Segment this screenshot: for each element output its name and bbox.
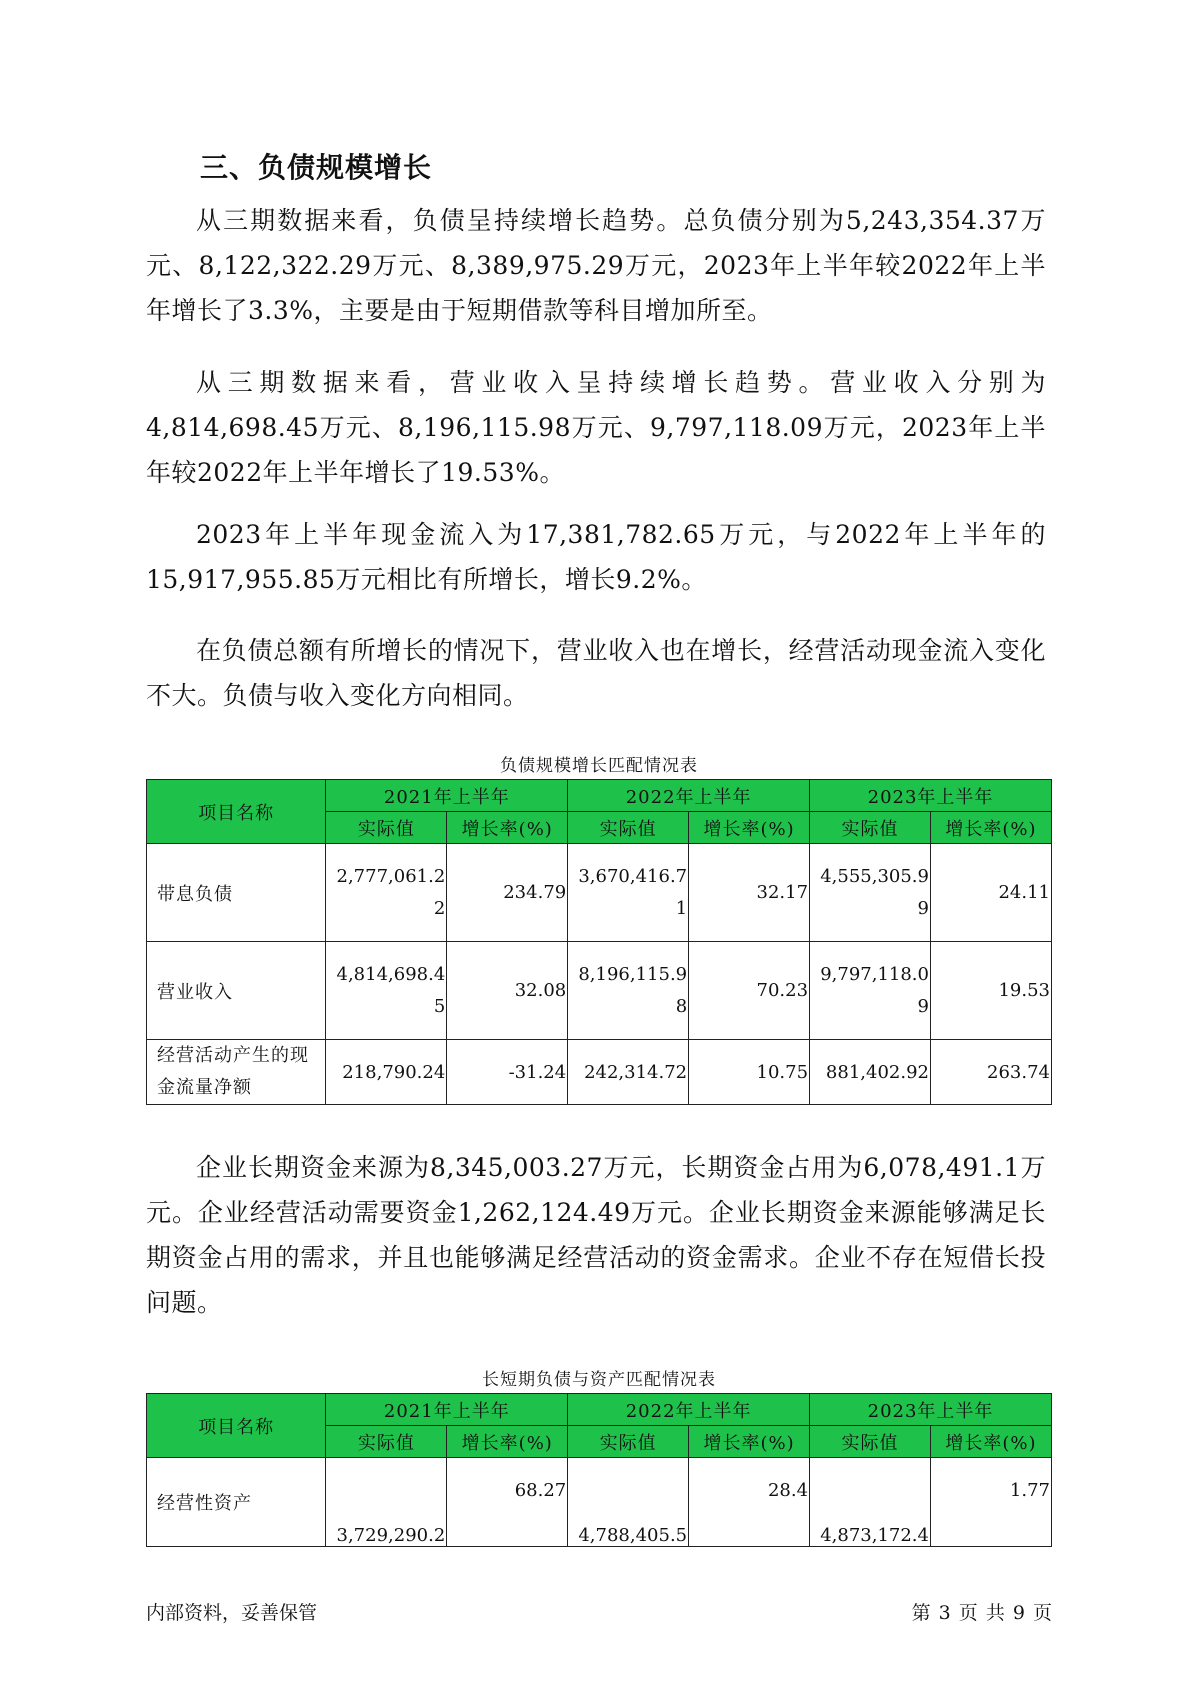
cell-value: 4,788,405.5 [568,1458,689,1547]
table2-header-actual: 实际值 [568,1426,689,1458]
footer-page-number: 第 3 页 共 9 页 [911,1602,1053,1624]
footer-confidential: 内部资料，妥善保管 [146,1602,318,1624]
cell-rate: 263.74 [930,1040,1051,1105]
paragraph-long-term-funds: 企业长期资金来源为8,345,003.27万元，长期资金占用为6,078,491.1万元。企业经营活动需要资金1,262,124.49万元。企业长期资金来源能够满足长期资金占用的需求，并且也能够满足经营活动的资金需求。企业不存在短借长投问题。 [146,1153,1046,1317]
table2-header-rate: 增长率(%) [930,1426,1051,1458]
long-short-term-table [146,1393,1052,1547]
table2-header-period-2022: 2022年上半年 [568,1394,810,1426]
cell-value: 4,814,698.45 [326,942,447,1040]
cell-value: 242,314.72 [568,1040,689,1105]
table-row [147,1040,1052,1105]
cell-value: 3,670,416.71 [568,844,689,942]
table1-header-actual: 实际值 [568,812,689,844]
section-heading: 三、负债规模增长 [200,151,433,184]
cell-value: 881,402.92 [810,1040,931,1105]
cell-value: 4,873,172.4 [810,1458,931,1547]
paragraph-summary: 在负债总额有所增长的情况下，营业收入也在增长，经营活动现金流入变化不大。负债与收入变化方向相同。 [146,636,1046,710]
table2-header-period-2021: 2021年上半年 [326,1394,568,1426]
cell-rate: -31.24 [447,1040,568,1105]
row-label: 经营活动产生的现金流量净额 [147,1040,326,1105]
cell-value: 3,729,290.2 [326,1458,447,1547]
cell-rate: 19.53 [930,942,1051,1040]
table1-header-period-2023: 2023年上半年 [810,780,1052,812]
paragraph-revenue: 从三期数据来看，营业收入呈持续增长趋势。营业收入分别为4,814,698.45万元、8,196,115.98万元、9,797,118.09万元，2023年上半年较2022年上半年增长了19.53%。 [146,368,1046,487]
cell-value: 4,555,305.99 [810,844,931,942]
cell-value: 218,790.24 [326,1040,447,1105]
table-row [147,844,1052,942]
cell-rate: 24.11 [930,844,1051,942]
row-label: 营业收入 [147,942,326,1040]
table1-header-rate: 增长率(%) [930,812,1051,844]
table2-header-rate: 增长率(%) [447,1426,568,1458]
table2-header-actual: 实际值 [326,1426,447,1458]
cell-rate: 70.23 [689,942,810,1040]
cell-value: 9,797,118.09 [810,942,931,1040]
cell-rate: 32.17 [689,844,810,942]
row-label: 带息负债 [147,844,326,942]
liability-growth-table [146,779,1052,1105]
paragraph-liabilities: 从三期数据来看，负债呈持续增长趋势。总负债分别为5,243,354.37万元、8,122,322.29万元、8,389,975.29万元，2023年上半年较2022年上半年增长了3.3%，主要是由于短期借款等科目增加所至。 [146,206,1046,325]
cell-rate: 10.75 [689,1040,810,1105]
table2-header-actual: 实际值 [810,1426,931,1458]
table2-header-name: 项目名称 [147,1394,326,1458]
table2-header-rate: 增长率(%) [689,1426,810,1458]
row-label: 经营性资产 [147,1458,326,1547]
cell-rate: 234.79 [447,844,568,942]
cell-rate: 28.4 [689,1458,810,1547]
cell-value: 2,777,061.22 [326,844,447,942]
cell-rate: 32.08 [447,942,568,1040]
table1-caption: 负债规模增长匹配情况表 [500,756,698,776]
paragraph-cash-inflow: 2023年上半年现金流入为17,381,782.65万元，与2022年上半年的15,917,955.85万元相比有所增长，增长9.2%。 [146,520,1046,594]
table1-header-actual: 实际值 [810,812,931,844]
table-row [147,942,1052,1040]
table2-header-period-2023: 2023年上半年 [810,1394,1052,1426]
cell-rate: 68.27 [447,1458,568,1547]
cell-rate: 1.77 [930,1458,1051,1547]
cell-value: 8,196,115.98 [568,942,689,1040]
table1-header-actual: 实际值 [326,812,447,844]
table1-header-rate: 增长率(%) [447,812,568,844]
table1-header-period-2022: 2022年上半年 [568,780,810,812]
table2-caption: 长短期负债与资产匹配情况表 [482,1370,716,1390]
table1-header-name: 项目名称 [147,780,326,844]
table-row [147,1458,1052,1547]
table1-header-rate: 增长率(%) [689,812,810,844]
table1-header-period-2021: 2021年上半年 [326,780,568,812]
